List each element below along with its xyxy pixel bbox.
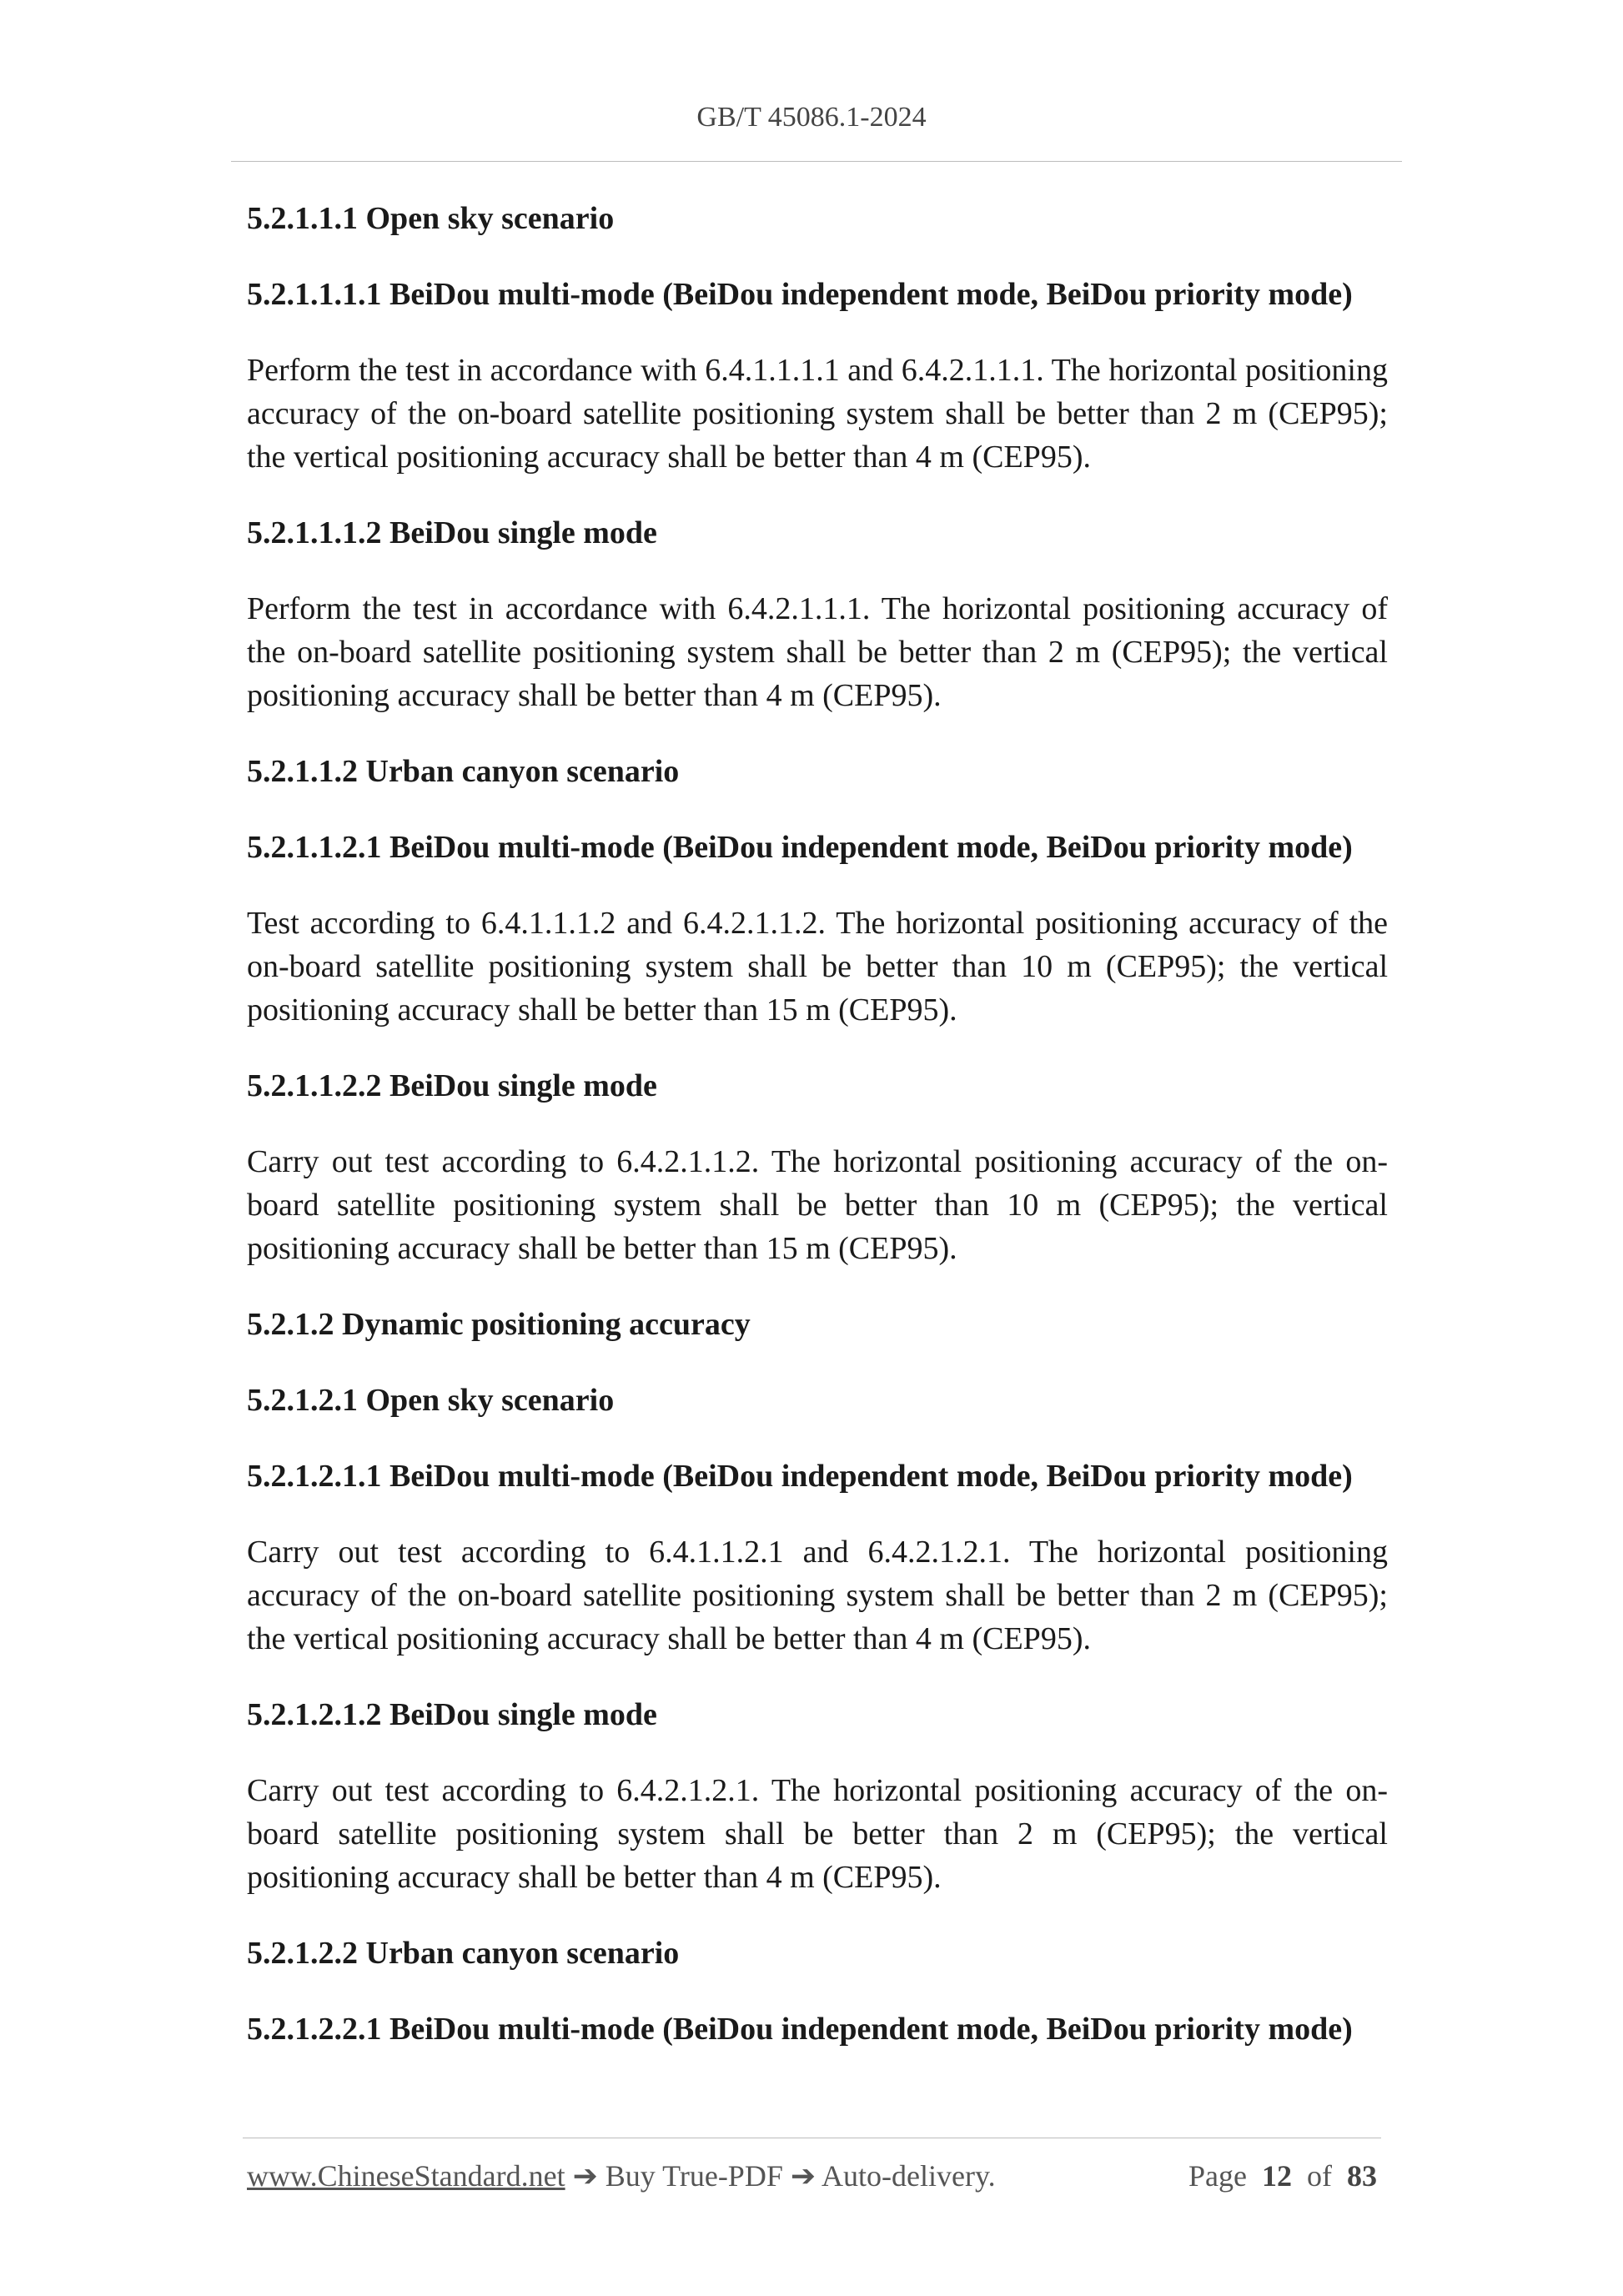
section-heading: 5.2.1.1.2 Urban canyon scenario: [247, 754, 680, 789]
body-paragraph: Perform the test in accordance with 6.4.2.1.1.1. The horizontal positioning accuracy of the on-board satellite positioning system shall be better than 2 m (CEP95); the vertical positioning accuracy shall be better than 4 m (CEP95).: [247, 591, 1388, 713]
page-number: 12: [1262, 2159, 1292, 2193]
arrow-right-icon: ➔: [790, 2159, 817, 2193]
section-heading: 5.2.1.2.1.1 BeiDou multi-mode (BeiDou independent mode, BeiDou priority mode): [247, 1459, 1353, 1494]
section-heading: 5.2.1.1.2.1 BeiDou multi-mode (BeiDou independent mode, BeiDou priority mode): [247, 830, 1353, 865]
body-paragraph: Carry out test according to 6.4.2.1.1.2. The horizontal positioning accuracy of the on-board satellite positioning system shall be better than 10 m (CEP95); the vertical positioning accuracy shall be better than 15 m (CEP95).: [247, 1144, 1388, 1266]
body-paragraph: Perform the test in accordance with 6.4.1.1.1.1 and 6.4.2.1.1.1. The horizontal positioning accuracy of the on-board satellite positioning system shall be better than 2 m (CEP95); the vertical positioning accuracy shall be better than 4 m (CEP95).: [247, 353, 1388, 475]
body-paragraph: Carry out test according to 6.4.2.1.2.1. The horizontal positioning accuracy of the on-board satellite positioning system shall be better than 2 m (CEP95); the vertical positioning accuracy shall be better than 4 m (CEP95).: [247, 1773, 1388, 1895]
section-heading: 5.2.1.1.1.2 BeiDou single mode: [247, 515, 657, 550]
page-label: Page: [1188, 2159, 1247, 2193]
section-heading: 5.2.1.1.1.1 BeiDou multi-mode (BeiDou independent mode, BeiDou priority mode): [247, 277, 1353, 312]
footer-links: [247, 2158, 996, 2193]
document-header: GB/T 45086.1-2024: [696, 102, 927, 133]
website-link[interactable]: www.ChineseStandard.net: [247, 2159, 565, 2193]
section-heading: 5.2.1.2.1 Open sky scenario: [247, 1383, 615, 1418]
section-heading: 5.2.1.2.1.2 BeiDou single mode: [247, 1697, 657, 1732]
body-paragraph: Carry out test according to 6.4.1.1.2.1 and 6.4.2.1.2.1. The horizontal positioning accuracy of the on-board satellite positioning system shall be better than 2 m (CEP95); the vertical positioning accuracy shall be better than 4 m (CEP95).: [247, 1535, 1388, 1656]
page-total: 83: [1347, 2159, 1377, 2193]
section-heading: 5.2.1.1.1 Open sky scenario: [247, 201, 615, 236]
header-divider: [231, 161, 1402, 162]
arrow-right-icon: ➔: [572, 2159, 598, 2193]
section-heading: 5.2.1.1.2.2 BeiDou single mode: [247, 1068, 657, 1103]
page-indicator: [1188, 2158, 1377, 2193]
auto-delivery-text: Auto-delivery.: [822, 2159, 996, 2193]
section-heading: 5.2.1.2 Dynamic positioning accuracy: [247, 1307, 751, 1342]
body-paragraph: Test according to 6.4.1.1.1.2 and 6.4.2.1.1.2. The horizontal positioning accuracy of the on-board satellite positioning system shall be better than 10 m (CEP95); the vertical positioning accuracy shall be better than 15 m (CEP95).: [247, 906, 1388, 1027]
section-heading: 5.2.1.2.2 Urban canyon scenario: [247, 1936, 680, 1971]
section-heading: 5.2.1.2.2.1 BeiDou multi-mode (BeiDou independent mode, BeiDou priority mode): [247, 2012, 1353, 2047]
buy-true-pdf-text: Buy True-PDF: [605, 2159, 783, 2193]
of-label: of: [1307, 2159, 1332, 2193]
document-body: [247, 197, 1388, 2083]
